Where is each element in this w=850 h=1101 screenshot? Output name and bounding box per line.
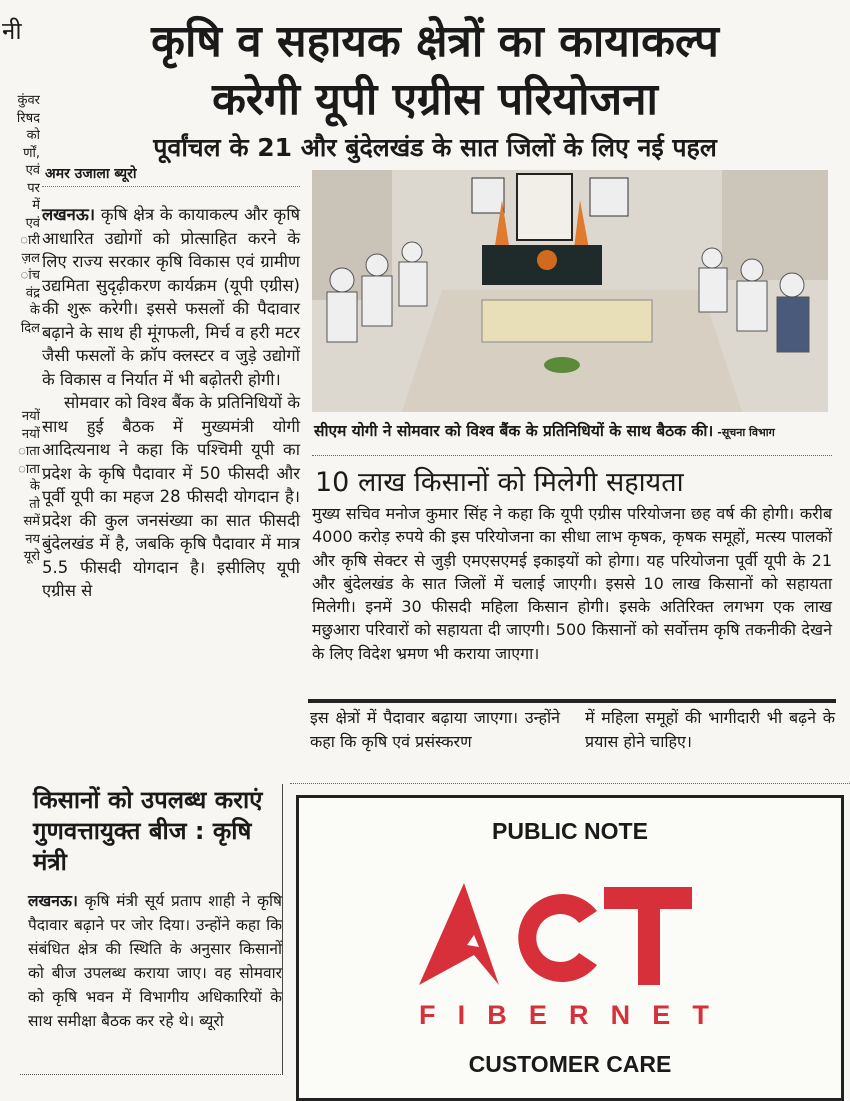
- side-story-text: कृषि मंत्री सूर्य प्रताप शाही ने कृषि पैदावार बढ़ाने पर जोर दिया। उन्होंने कहा कि संबंधित क्षेत्र की स्थिति के अनुसार किसानों को बीज उपलब्ध कराया जाए। वह सोमवार को कृषि भवन में विभागीय अधिकारियों के साथ समीक्षा बैठक कर रहे थे। ब्यूरो: [28, 892, 282, 1030]
- fragment-line: समें: [23, 514, 40, 529]
- fragment-line: के: [30, 479, 40, 494]
- fibernet-letter: B: [487, 1000, 507, 1030]
- fragment-line: तो: [29, 496, 40, 512]
- paragraph-4-left: इस क्षेत्रों में पैदावार बढ़ाया जाएगा। उन्होंने कहा कि कृषि एवं प्रसंस्करण: [310, 708, 560, 751]
- fragment-line: को: [26, 128, 40, 143]
- headline-line-2: करेगी यूपी एग्रीस परियोजना: [212, 74, 658, 125]
- dateline: लखनऊ।: [42, 205, 96, 224]
- paragraph-4-right: में महिला समूहों की भागीदारी भी बढ़ने के प्रयास होने चाहिए।: [585, 708, 835, 751]
- byline: अमर उजाला ब्यूरो: [45, 166, 137, 182]
- fragment-line: एवं: [25, 163, 40, 178]
- fragment-line: ांच: [20, 268, 40, 283]
- fragment-line: ारी: [20, 233, 40, 248]
- headline-line-1: कृषि व सहायक क्षेत्रों का कायाकल्प: [151, 16, 719, 67]
- fibernet-letter: E: [528, 1000, 547, 1030]
- dateline: लखनऊ।: [28, 892, 78, 910]
- photo-caption-text: सीएम योगी ने सोमवार को विश्व बैंक के प्रतिनिधियों के साथ बैठक की।: [314, 422, 714, 440]
- fragment-line: पर: [27, 180, 40, 196]
- fragment-line: नयों: [21, 426, 40, 442]
- divider: [42, 186, 300, 187]
- divider: [290, 783, 850, 784]
- fragment-line: ज़ल: [21, 250, 40, 266]
- divider: [312, 455, 832, 456]
- photo-caption: [314, 419, 775, 441]
- ad-title: PUBLIC NOTE: [492, 818, 648, 844]
- fragment-line: दिल: [20, 320, 40, 336]
- fragment-line: कुंवर: [17, 93, 40, 108]
- fragment-line: नय: [25, 531, 40, 547]
- side-story-headline: किसानों को उपलब्ध कराएं गुणवत्तायुक्त बीज : कृषि मंत्री: [33, 786, 263, 876]
- fragment-line: ाता: [18, 461, 40, 477]
- act-fibernet-advertisement: [296, 795, 844, 1101]
- fibernet-wordmark: [419, 1000, 709, 1031]
- adjacent-article-fragment-title: नी: [2, 17, 22, 45]
- fragment-line: वंद्र: [25, 285, 40, 301]
- photo-credit: -सूचना विभाग: [717, 426, 775, 439]
- paragraph-2: सोमवार को विश्व बैंक के प्रतिनिधियों के साथ हुई बैठक में मुख्यमंत्री योगी आदित्यनाथ ने कहा कि पश्चिमी यूपी का प्रदेश के कृषि पैदावार में 50 फीसदी और पूर्वी यूपी का महज 28 फीसदी योगदान है। प्रदेश की कुल जनसंख्या का सात फीसदी बुंदेलखंड में है, जबकि कृषि पैदावार में मात्र 5.5 फीसदी योगदान है। इसीलिए यूपी एग्रीस से: [42, 393, 300, 600]
- adjacent-article-fragment: [0, 92, 40, 337]
- paragraph-3: मुख्य सचिव मनोज कुमार सिंह ने कहा कि यूपी एग्रीस परियोजना छह वर्ष की होगी। करीब 4000 करोड़ रुपये की इस परियोजना का सीधा लाभ कृषक, कृषक समूहों, मत्स्य पालकों और कृषि सेक्टर से जुड़ी एमएसएमई इकाइयों को होगा। यह परियोजना पूर्वी यूपी के 21 और बुंदेलखंड के सात जिलों में चलाई जाएगी। इससे 10 लाख किसानों को सहायता मिलेगी। इनमें 30 फीसदी महिला किसान होगी। इसके अतिरिक्त लगभग एक लाख मछुआरा परिवारों को सहायता दी जाएगी। 500 किसानों को सर्वोत्तम कृषि तकनीकी देखने के लिए विदेश भ्रमण भी कराया जाएगा।: [312, 504, 832, 663]
- fibernet-letter: N: [610, 1000, 631, 1030]
- act-logo: [419, 883, 709, 993]
- fibernet-letter: R: [569, 1000, 589, 1030]
- meeting-photo: [312, 170, 828, 412]
- adjacent-article-fragment-lower: [0, 408, 40, 566]
- paragraph-1: कृषि क्षेत्र के कायाकल्प और कृषि आधारित उद्योगों को प्रोत्साहित करने के लिए राज्य सरकार कृषि विकास एवं ग्रामीण उद्यमिता सुदृढ़ीकरण कार्यक्रम (यूपी एग्रीस) की शुरू करेगी। इससे फसलों की पैदावार बढ़ाने के साथ ही मूंगफली, मिर्च व हरी मटर जैसी फसलों के क्रॉप क्लस्टर व जुड़े उद्योगों के विकास व निर्यात में भी बढ़ोतरी होगी।: [42, 205, 301, 389]
- fragment-line: रिषद: [16, 110, 40, 126]
- section-heading: 10 लाख किसानों को मिलेगी सहायता: [315, 467, 684, 498]
- fragment-line: ाता: [18, 444, 40, 459]
- subheadline: पूर्वांचल के 21 और बुंदेलखंड के सात जिलों के लिए नई पहल: [153, 133, 717, 162]
- fibernet-letter: F: [419, 1000, 436, 1030]
- fibernet-letter: I: [457, 1000, 466, 1030]
- ad-footer: CUSTOMER CARE: [468, 1051, 672, 1077]
- fibernet-letter: E: [652, 1000, 671, 1030]
- fragment-line: र्णों,: [23, 145, 40, 161]
- fragment-line: नयों: [21, 409, 40, 424]
- article-body-left: [42, 203, 300, 603]
- fibernet-letter: T: [692, 1000, 709, 1030]
- fragment-line: के: [30, 303, 40, 318]
- divider: [308, 699, 836, 703]
- side-story-body: [28, 889, 282, 1033]
- fragment-line: में: [32, 198, 40, 213]
- fragment-line: एवं: [25, 215, 40, 231]
- fragment-line: यूरो: [23, 549, 40, 564]
